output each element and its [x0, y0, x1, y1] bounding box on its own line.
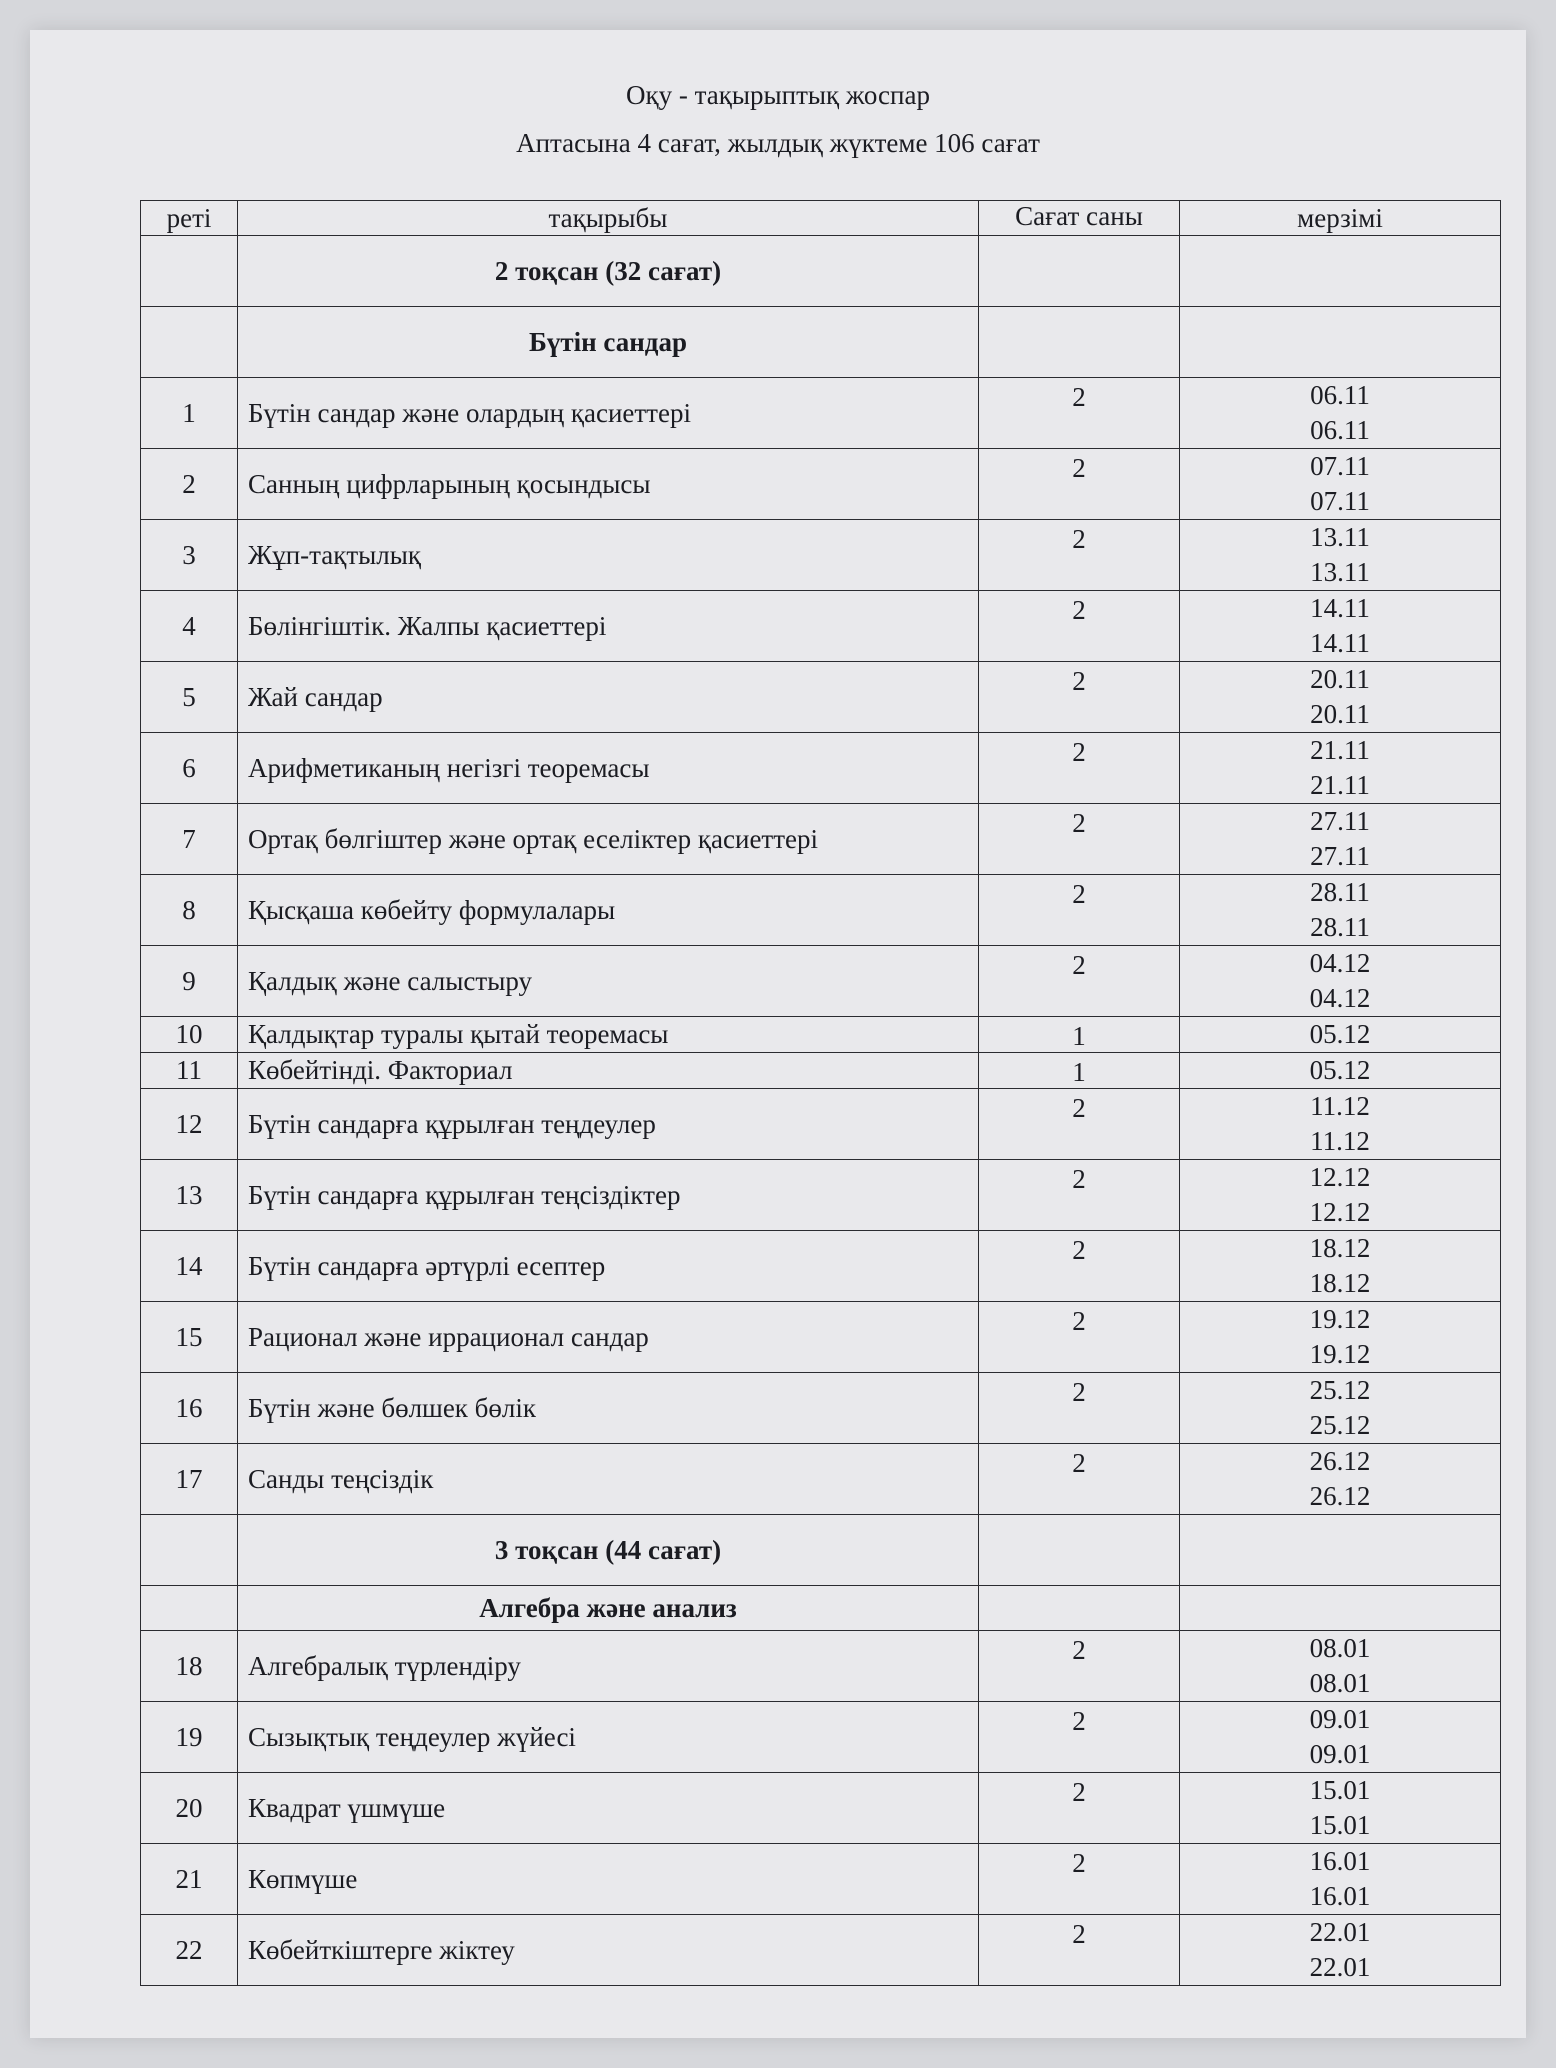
- date-list: [1190, 1773, 1490, 1843]
- section-date-cell: [1180, 1586, 1501, 1631]
- date-list: [1190, 804, 1490, 874]
- table-row: [141, 1702, 1501, 1773]
- row-dates: [1180, 378, 1501, 449]
- row-dates: [1180, 946, 1501, 1017]
- section-row: [141, 1515, 1501, 1586]
- section-row: [141, 307, 1501, 378]
- row-hours: 2: [1072, 879, 1086, 909]
- table-body: [141, 236, 1501, 1986]
- header-hours: Сағат саны: [979, 201, 1180, 236]
- table-row: [141, 1089, 1501, 1160]
- date-value: 28.11: [1310, 912, 1370, 942]
- row-number: 22: [141, 1915, 238, 1986]
- row-hours: 1: [1072, 1021, 1086, 1051]
- table-row: [141, 1773, 1501, 1844]
- row-hours: 2: [1072, 595, 1086, 625]
- date-value: 14.11: [1310, 593, 1370, 623]
- date-value: 19.12: [1309, 1339, 1371, 1369]
- date-list: [1190, 662, 1490, 732]
- date-list: [1190, 378, 1490, 448]
- date-list: [1190, 1444, 1490, 1514]
- date-value: 27.11: [1310, 806, 1370, 836]
- date-list: [1190, 1231, 1490, 1301]
- row-hours: 2: [1072, 1848, 1086, 1878]
- table-row: [141, 1915, 1501, 1986]
- section-row: [141, 236, 1501, 307]
- table-row: [141, 1631, 1501, 1702]
- row-hours: 2: [1072, 1777, 1086, 1807]
- row-hours-cell: [979, 1702, 1180, 1773]
- table-row: [141, 1302, 1501, 1373]
- row-number: 1: [141, 378, 238, 449]
- date-list: [1190, 733, 1490, 803]
- row-hours: 2: [1072, 737, 1086, 767]
- row-topic: Көбейткіштерге жіктеу: [238, 1915, 979, 1986]
- row-topic: Бүтін сандарға әртүрлі есептер: [238, 1231, 979, 1302]
- table-row: [141, 1017, 1501, 1053]
- date-value: 11.12: [1310, 1126, 1370, 1156]
- row-topic: Бүтін сандар және олардың қасиеттері: [238, 378, 979, 449]
- row-number: 8: [141, 875, 238, 946]
- date-value: 14.11: [1310, 628, 1370, 658]
- row-hours-cell: [979, 946, 1180, 1017]
- section-hours-cell: [979, 1586, 1180, 1631]
- row-number: 21: [141, 1844, 238, 1915]
- date-value: 12.12: [1309, 1162, 1371, 1192]
- section-date-cell: [1180, 307, 1501, 378]
- row-dates: [1180, 1017, 1501, 1053]
- row-topic: Рационал және иррационал сандар: [238, 1302, 979, 1373]
- row-topic: Санды теңсіздік: [238, 1444, 979, 1515]
- header-num: реті: [141, 201, 238, 236]
- row-hours-cell: [979, 733, 1180, 804]
- row-topic: Алгебралық түрлендіру: [238, 1631, 979, 1702]
- date-value: 25.12: [1309, 1410, 1371, 1440]
- date-value: 06.11: [1310, 415, 1370, 445]
- date-value: 11.12: [1310, 1091, 1370, 1121]
- row-dates: [1180, 1702, 1501, 1773]
- row-topic: Қалдық және салыстыру: [238, 946, 979, 1017]
- table-row: [141, 449, 1501, 520]
- date-value: 15.01: [1309, 1775, 1371, 1805]
- date-value: 04.12: [1309, 948, 1371, 978]
- header-topic: тақырыбы: [238, 201, 979, 236]
- section-num-cell: [141, 236, 238, 307]
- row-hours-cell: [979, 1160, 1180, 1231]
- date-value: 28.11: [1310, 877, 1370, 907]
- row-topic: Көпмүше: [238, 1844, 979, 1915]
- section-label: Алгебра және анализ: [238, 1586, 979, 1631]
- date-value: 05.12: [1309, 1055, 1371, 1085]
- row-dates: [1180, 1160, 1501, 1231]
- date-value: 27.11: [1310, 841, 1370, 871]
- row-topic: Бүтін және бөлшек бөлік: [238, 1373, 979, 1444]
- row-topic: Арифметиканың негізгі теоремасы: [238, 733, 979, 804]
- row-dates: [1180, 1231, 1501, 1302]
- date-value: 21.11: [1310, 770, 1370, 800]
- table-row: [141, 1373, 1501, 1444]
- section-row: [141, 1586, 1501, 1631]
- table-row: [141, 591, 1501, 662]
- date-value: 13.11: [1310, 522, 1370, 552]
- date-list: [1190, 1915, 1490, 1985]
- row-dates: [1180, 662, 1501, 733]
- section-date-cell: [1180, 236, 1501, 307]
- row-hours-cell: [979, 1231, 1180, 1302]
- row-hours: 1: [1072, 1057, 1086, 1087]
- date-list: [1190, 591, 1490, 661]
- row-topic: Сызықтық теңдеулер жүйесі: [238, 1702, 979, 1773]
- row-topic: Бүтін сандарға құрылған теңсіздіктер: [238, 1160, 979, 1231]
- row-dates: [1180, 804, 1501, 875]
- row-number: 17: [141, 1444, 238, 1515]
- date-list: [1190, 946, 1490, 1016]
- date-value: 09.01: [1309, 1704, 1371, 1734]
- section-hours-cell: [979, 236, 1180, 307]
- table-row: [141, 804, 1501, 875]
- row-hours-cell: [979, 449, 1180, 520]
- row-hours-cell: [979, 662, 1180, 733]
- section-label: 2 тоқсан (32 сағат): [238, 236, 979, 307]
- table-row: [141, 378, 1501, 449]
- row-hours: 2: [1072, 1377, 1086, 1407]
- row-hours-cell: [979, 1302, 1180, 1373]
- table-row: [141, 1053, 1501, 1089]
- row-hours-cell: [979, 1373, 1180, 1444]
- row-dates: [1180, 449, 1501, 520]
- row-hours: 2: [1072, 1306, 1086, 1336]
- row-number: 7: [141, 804, 238, 875]
- header-date: мерзімі: [1180, 201, 1501, 236]
- date-list: [1190, 1373, 1490, 1443]
- row-dates: [1180, 1053, 1501, 1089]
- section-num-cell: [141, 307, 238, 378]
- row-topic: Бүтін сандарға құрылған теңдеулер: [238, 1089, 979, 1160]
- row-number: 16: [141, 1373, 238, 1444]
- date-value: 18.12: [1309, 1233, 1371, 1263]
- row-topic: Қалдықтар туралы қытай теоремасы: [238, 1017, 979, 1053]
- date-value: 07.11: [1310, 451, 1370, 481]
- table-row: [141, 1844, 1501, 1915]
- date-value: 22.01: [1309, 1917, 1371, 1947]
- row-dates: [1180, 1773, 1501, 1844]
- row-hours: 2: [1072, 666, 1086, 696]
- date-value: 13.11: [1310, 557, 1370, 587]
- date-list: [1190, 1017, 1490, 1052]
- date-list: [1190, 520, 1490, 590]
- date-value: 12.12: [1309, 1197, 1371, 1227]
- row-dates: [1180, 520, 1501, 591]
- row-number: 18: [141, 1631, 238, 1702]
- date-list: [1190, 1631, 1490, 1701]
- date-list: [1190, 449, 1490, 519]
- row-hours-cell: [979, 1773, 1180, 1844]
- row-hours-cell: [979, 378, 1180, 449]
- row-dates: [1180, 875, 1501, 946]
- row-hours: 2: [1072, 950, 1086, 980]
- row-number: 6: [141, 733, 238, 804]
- date-value: 04.12: [1309, 983, 1371, 1013]
- row-dates: [1180, 1844, 1501, 1915]
- row-number: 20: [141, 1773, 238, 1844]
- date-value: 18.12: [1309, 1268, 1371, 1298]
- row-number: 2: [141, 449, 238, 520]
- row-topic: Квадрат үшмүше: [238, 1773, 979, 1844]
- row-hours: 2: [1072, 524, 1086, 554]
- date-value: 25.12: [1309, 1375, 1371, 1405]
- section-label: 3 тоқсан (44 сағат): [238, 1515, 979, 1586]
- row-dates: [1180, 1631, 1501, 1702]
- date-value: 16.01: [1309, 1881, 1371, 1911]
- date-value: 21.11: [1310, 735, 1370, 765]
- row-topic: Көбейтінді. Факториал: [238, 1053, 979, 1089]
- row-hours-cell: [979, 1089, 1180, 1160]
- row-dates: [1180, 1444, 1501, 1515]
- row-dates: [1180, 1302, 1501, 1373]
- row-hours-cell: [979, 1053, 1180, 1089]
- row-hours: 2: [1072, 1919, 1086, 1949]
- row-number: 15: [141, 1302, 238, 1373]
- row-hours-cell: [979, 520, 1180, 591]
- date-list: [1190, 1702, 1490, 1772]
- date-list: [1190, 1053, 1490, 1088]
- table-row: [141, 662, 1501, 733]
- row-number: 12: [141, 1089, 238, 1160]
- table-header-row: [141, 201, 1501, 236]
- document-title: Оқу - тақырыптық жоспар: [626, 80, 930, 110]
- row-number: 14: [141, 1231, 238, 1302]
- section-num-cell: [141, 1515, 238, 1586]
- row-number: 3: [141, 520, 238, 591]
- date-value: 26.12: [1309, 1446, 1371, 1476]
- date-value: 20.11: [1310, 699, 1370, 729]
- row-dates: [1180, 591, 1501, 662]
- row-topic: Ортақ бөлгіштер және ортақ еселіктер қасиеттері: [238, 804, 979, 875]
- row-hours: 2: [1072, 382, 1086, 412]
- section-num-cell: [141, 1586, 238, 1631]
- date-value: 06.11: [1310, 380, 1370, 410]
- date-value: 08.01: [1309, 1668, 1371, 1698]
- row-hours: 2: [1072, 1235, 1086, 1265]
- row-topic: Санның цифрларының қосындысы: [238, 449, 979, 520]
- date-value: 05.12: [1309, 1019, 1371, 1049]
- row-hours-cell: [979, 1631, 1180, 1702]
- date-list: [1190, 875, 1490, 945]
- row-hours: 2: [1072, 808, 1086, 838]
- row-hours: 2: [1072, 1164, 1086, 1194]
- row-topic: Бөлінгіштік. Жалпы қасиеттері: [238, 591, 979, 662]
- row-hours-cell: [979, 1844, 1180, 1915]
- date-value: 19.12: [1309, 1304, 1371, 1334]
- table-row: [141, 520, 1501, 591]
- row-number: 5: [141, 662, 238, 733]
- date-value: 09.01: [1309, 1739, 1371, 1769]
- row-hours-cell: [979, 1915, 1180, 1986]
- row-topic: Қысқаша көбейту формулалары: [238, 875, 979, 946]
- section-hours-cell: [979, 307, 1180, 378]
- date-value: 15.01: [1309, 1810, 1371, 1840]
- row-dates: [1180, 1915, 1501, 1986]
- date-list: [1190, 1160, 1490, 1230]
- table-row: [141, 1444, 1501, 1515]
- date-list: [1190, 1302, 1490, 1372]
- row-number: 11: [141, 1053, 238, 1089]
- row-hours-cell: [979, 1017, 1180, 1053]
- date-list: [1190, 1844, 1490, 1914]
- row-number: 19: [141, 1702, 238, 1773]
- row-topic: Жай сандар: [238, 662, 979, 733]
- section-hours-cell: [979, 1515, 1180, 1586]
- row-hours-cell: [979, 1444, 1180, 1515]
- date-value: 26.12: [1309, 1481, 1371, 1511]
- row-hours: 2: [1072, 453, 1086, 483]
- document-subtitle: Аптасына 4 сағат, жылдық жүктеме 106 сағат: [516, 128, 1040, 158]
- date-value: 22.01: [1309, 1952, 1371, 1982]
- row-dates: [1180, 733, 1501, 804]
- row-hours-cell: [979, 804, 1180, 875]
- section-date-cell: [1180, 1515, 1501, 1586]
- row-hours-cell: [979, 591, 1180, 662]
- row-number: 10: [141, 1017, 238, 1053]
- table-row: [141, 946, 1501, 1017]
- row-hours: 2: [1072, 1448, 1086, 1478]
- table-row: [141, 875, 1501, 946]
- thematic-plan-table: [140, 200, 1501, 1986]
- row-number: 9: [141, 946, 238, 1017]
- table-row: [141, 733, 1501, 804]
- row-hours: 2: [1072, 1635, 1086, 1665]
- date-value: 08.01: [1309, 1633, 1371, 1663]
- date-value: 16.01: [1309, 1846, 1371, 1876]
- date-value: 20.11: [1310, 664, 1370, 694]
- table-row: [141, 1231, 1501, 1302]
- row-dates: [1180, 1373, 1501, 1444]
- section-label: Бүтін сандар: [238, 307, 979, 378]
- date-value: 07.11: [1310, 486, 1370, 516]
- row-hours: 2: [1072, 1706, 1086, 1736]
- row-topic: Жұп-тақтылық: [238, 520, 979, 591]
- row-hours: 2: [1072, 1093, 1086, 1123]
- table-row: [141, 1160, 1501, 1231]
- row-dates: [1180, 1089, 1501, 1160]
- row-number: 13: [141, 1160, 238, 1231]
- date-list: [1190, 1089, 1490, 1159]
- row-hours-cell: [979, 875, 1180, 946]
- row-number: 4: [141, 591, 238, 662]
